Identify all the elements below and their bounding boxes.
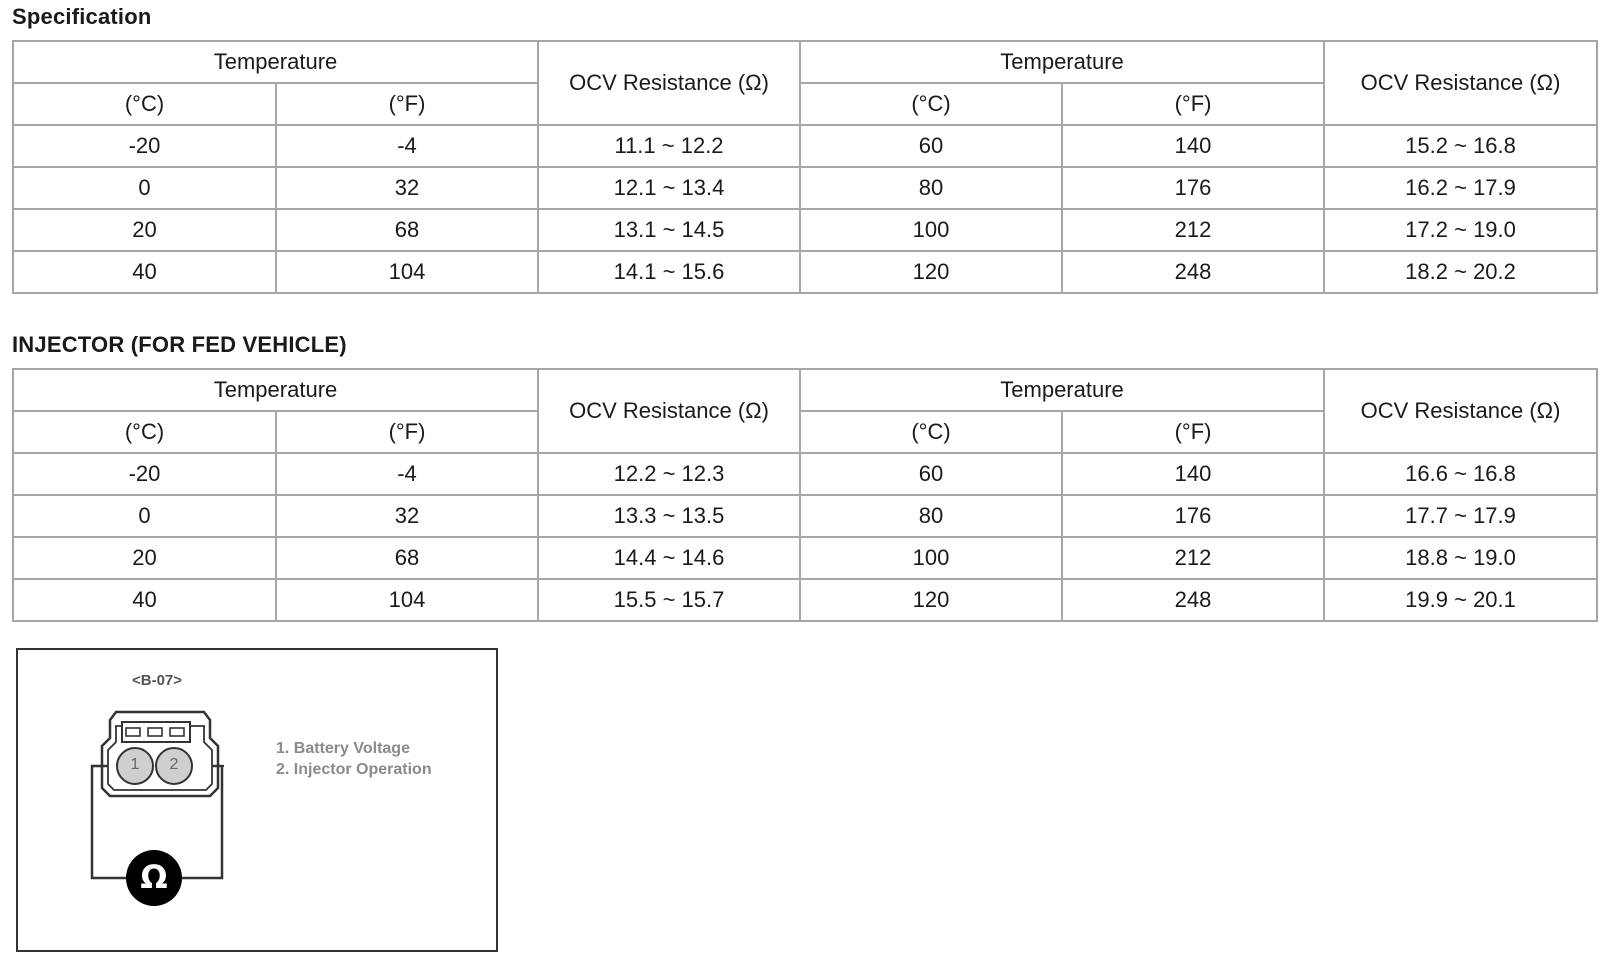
cell-fahrenheit: 248 [1062,579,1324,621]
spec-table [12,40,1598,294]
cell-celsius: 0 [13,495,276,537]
temperature-header: Temperature [800,41,1324,83]
temperature-header: Temperature [13,41,538,83]
resistance-header: OCV Resistance (Ω) [538,41,800,125]
cell-celsius: 0 [13,167,276,209]
resistance-header: OCV Resistance (Ω) [1324,369,1597,453]
cell-fahrenheit: 104 [276,251,538,293]
ohm-symbol: Ω [140,858,168,896]
cell-resistance: 15.5 ~ 15.7 [538,579,800,621]
fahrenheit-header: (°F) [276,83,538,125]
cell-resistance: 12.1 ~ 13.4 [538,167,800,209]
cell-celsius: 60 [800,125,1062,167]
cell-celsius: 20 [13,209,276,251]
celsius-header: (°C) [13,411,276,453]
cell-fahrenheit: 32 [276,167,538,209]
cell-resistance: 16.6 ~ 16.8 [1324,453,1597,495]
fed-table [12,368,1598,622]
table-row [13,209,1597,251]
cell-celsius: 60 [800,453,1062,495]
cell-fahrenheit: -4 [276,125,538,167]
fed-section-title: INJECTOR (FOR FED VEHICLE) [12,332,347,357]
resistance-header: OCV Resistance (Ω) [1324,41,1597,125]
resistance-header: OCV Resistance (Ω) [538,369,800,453]
cell-celsius: 120 [800,579,1062,621]
cell-celsius: 120 [800,251,1062,293]
fahrenheit-header: (°F) [1062,83,1324,125]
cell-celsius: 80 [800,495,1062,537]
cell-celsius: 80 [800,167,1062,209]
cell-celsius: 100 [800,209,1062,251]
cell-fahrenheit: -4 [276,453,538,495]
celsius-header: (°C) [13,83,276,125]
cell-celsius: 40 [13,251,276,293]
pin-legend [276,738,432,780]
cell-celsius: 40 [13,579,276,621]
cell-fahrenheit: 176 [1062,167,1324,209]
cell-fahrenheit: 176 [1062,495,1324,537]
cell-fahrenheit: 140 [1062,453,1324,495]
table-row [13,495,1597,537]
table-header-row [13,41,1597,83]
cell-celsius: -20 [13,125,276,167]
cell-fahrenheit: 68 [276,537,538,579]
cell-resistance: 11.1 ~ 12.2 [538,125,800,167]
connector-diagram [16,648,498,952]
cell-resistance: 18.8 ~ 19.0 [1324,537,1597,579]
cell-resistance: 13.1 ~ 14.5 [538,209,800,251]
cell-fahrenheit: 212 [1062,537,1324,579]
cell-celsius: 100 [800,537,1062,579]
cell-resistance: 12.2 ~ 12.3 [538,453,800,495]
connector-latch [122,722,190,742]
table-row [13,537,1597,579]
cell-fahrenheit: 212 [1062,209,1324,251]
cell-resistance: 17.7 ~ 17.9 [1324,495,1597,537]
fahrenheit-header: (°F) [1062,411,1324,453]
cell-resistance: 17.2 ~ 19.0 [1324,209,1597,251]
table-header-row [13,369,1597,411]
cell-celsius: 20 [13,537,276,579]
celsius-header: (°C) [800,411,1062,453]
temperature-header: Temperature [13,369,538,411]
table-row [13,167,1597,209]
table-row [13,251,1597,293]
cell-resistance: 13.3 ~ 13.5 [538,495,800,537]
pin-2-label: 2 [169,756,179,773]
cell-resistance: 14.1 ~ 15.6 [538,251,800,293]
connector-id-label: <B-07> [132,672,183,689]
cell-fahrenheit: 68 [276,209,538,251]
cell-fahrenheit: 140 [1062,125,1324,167]
cell-fahrenheit: 104 [276,579,538,621]
pin-1-label: 1 [130,756,140,773]
spec-section-title: Specification [12,4,152,29]
cell-celsius: -20 [13,453,276,495]
fahrenheit-header: (°F) [276,411,538,453]
table-row [13,125,1597,167]
cell-resistance: 19.9 ~ 20.1 [1324,579,1597,621]
cell-fahrenheit: 248 [1062,251,1324,293]
cell-resistance: 14.4 ~ 14.6 [538,537,800,579]
cell-fahrenheit: 32 [276,495,538,537]
cell-resistance: 16.2 ~ 17.9 [1324,167,1597,209]
cell-resistance: 18.2 ~ 20.2 [1324,251,1597,293]
temperature-header: Temperature [800,369,1324,411]
connector-drawing [18,650,496,950]
celsius-header: (°C) [800,83,1062,125]
legend-item: 1. Battery Voltage [276,740,410,757]
table-row [13,453,1597,495]
cell-resistance: 15.2 ~ 16.8 [1324,125,1597,167]
table-row [13,579,1597,621]
legend-item: 2. Injector Operation [276,761,432,778]
